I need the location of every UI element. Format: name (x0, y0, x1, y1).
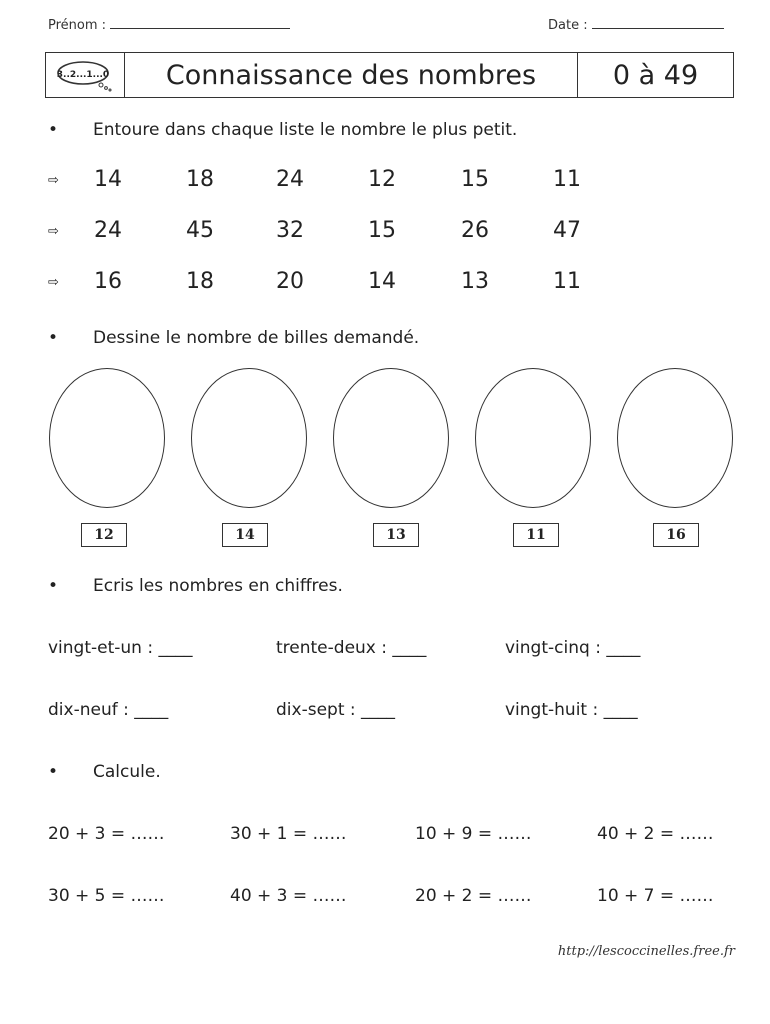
logo-text: 3..2...1...0 (56, 70, 110, 80)
addition-item[interactable]: 20 + 3 = …… (48, 824, 165, 844)
prenom-label: Prénom : (48, 18, 107, 33)
row-number[interactable]: 11 (553, 167, 581, 192)
addition-item[interactable]: 20 + 2 = …… (415, 886, 532, 906)
number-range: 0 à 49 (612, 59, 699, 91)
arrow-icon: ⇨ (48, 173, 59, 188)
ex1-instruction (48, 120, 517, 140)
number-word-item[interactable]: vingt-huit : ____ (505, 700, 638, 720)
row-number[interactable]: 14 (368, 269, 396, 294)
marble-count-label: 13 (373, 523, 419, 547)
worksheet-title: Connaissance des nombres (125, 53, 578, 97)
addition-item[interactable]: 30 + 1 = …… (230, 824, 347, 844)
thought-bubble-icon (55, 58, 115, 92)
number-word-item[interactable]: dix-sept : ____ (276, 700, 396, 720)
arrow-icon: ⇨ (48, 224, 59, 239)
marble-drawing-area[interactable] (191, 368, 307, 508)
marble-drawing-area[interactable] (617, 368, 733, 508)
row-number[interactable]: 14 (94, 167, 122, 192)
addition-item[interactable]: 10 + 7 = …… (597, 886, 714, 906)
date-field (548, 18, 724, 33)
row-number[interactable]: 45 (186, 218, 214, 243)
row-number[interactable]: 26 (461, 218, 489, 243)
ex1-instruction-text: Entoure dans chaque liste le nombre le plus petit. (93, 120, 518, 140)
source-url: http://lescoccinelles.free.fr (557, 944, 735, 959)
row-number[interactable]: 18 (186, 269, 214, 294)
marble-drawing-area[interactable] (475, 368, 591, 508)
addition-item[interactable]: 40 + 3 = …… (230, 886, 347, 906)
row-number[interactable]: 15 (368, 218, 396, 243)
addition-item[interactable]: 30 + 5 = …… (48, 886, 165, 906)
bullet: • (48, 576, 59, 596)
date-line (592, 27, 724, 29)
bullet: • (48, 762, 59, 782)
bullet: • (48, 120, 59, 140)
row-number[interactable]: 32 (276, 218, 304, 243)
number-word-item[interactable]: vingt-et-un : ____ (48, 638, 193, 658)
marble-count-label: 11 (513, 523, 559, 547)
row-number[interactable]: 15 (461, 167, 489, 192)
title-box (45, 52, 734, 98)
ex2-instruction-text: Dessine le nombre de billes demandé. (93, 328, 420, 348)
row-number[interactable]: 16 (94, 269, 122, 294)
marble-count-label: 16 (653, 523, 699, 547)
arrow-icon: ⇨ (48, 275, 59, 290)
addition-item[interactable]: 40 + 2 = …… (597, 824, 714, 844)
row-number[interactable]: 12 (368, 167, 396, 192)
row-number[interactable]: 20 (276, 269, 304, 294)
ex4-instruction (48, 762, 161, 782)
number-word-item[interactable]: trente-deux : ____ (276, 638, 427, 658)
row-number[interactable]: 47 (553, 218, 581, 243)
ex2-instruction (48, 328, 419, 348)
row-number[interactable]: 24 (94, 218, 122, 243)
row-number[interactable]: 13 (461, 269, 489, 294)
bullet: • (48, 328, 59, 348)
addition-item[interactable]: 10 + 9 = …… (415, 824, 532, 844)
prenom-field (48, 18, 290, 33)
marble-drawing-area[interactable] (333, 368, 449, 508)
date-label: Date : (548, 18, 588, 33)
prenom-line (110, 27, 290, 29)
row-number[interactable]: 24 (276, 167, 304, 192)
row-number[interactable]: 18 (186, 167, 214, 192)
marble-drawing-area[interactable] (49, 368, 165, 508)
ex3-instruction-text: Ecris les nombres en chiffres. (93, 576, 343, 596)
row-number[interactable]: 11 (553, 269, 581, 294)
ex4-instruction-text: Calcule. (93, 762, 161, 782)
marble-count-label: 14 (222, 523, 268, 547)
number-word-item[interactable]: dix-neuf : ____ (48, 700, 169, 720)
number-word-item[interactable]: vingt-cinq : ____ (505, 638, 641, 658)
ex3-instruction (48, 576, 343, 596)
countdown-logo (46, 53, 125, 97)
marble-count-label: 12 (81, 523, 127, 547)
